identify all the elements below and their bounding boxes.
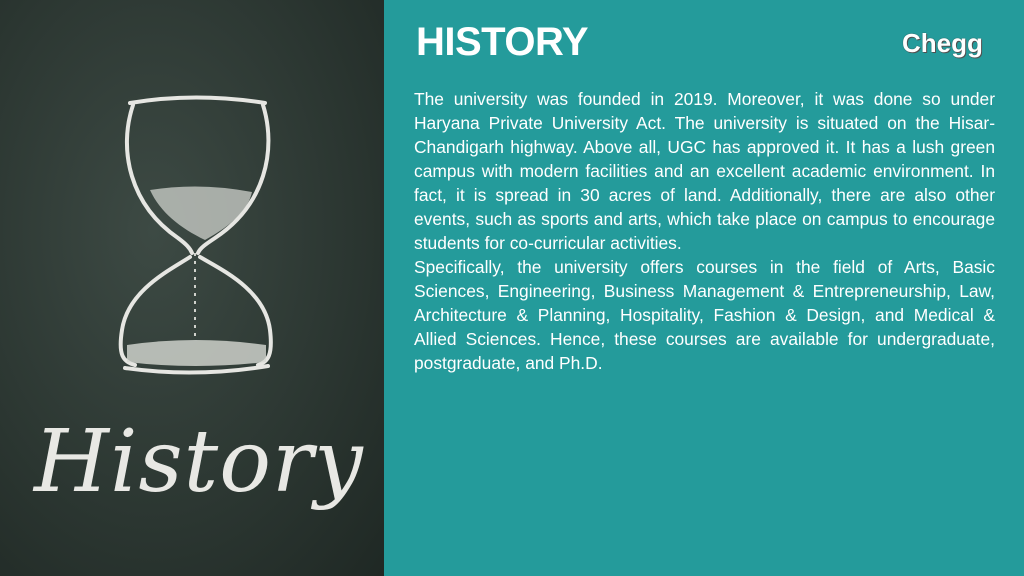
paragraph-courses: Specifically, the university offers courses in the field of Arts, Basic Sciences, Engineering, Business Management & Entrepreneurship, Law, Architecture & Planning, Hospitality, Fashion & Design, and Medical & Allied Sciences. Hence, these courses are available for undergraduate, postgraduate, and Ph.D. [414, 257, 995, 373]
lower-sand [127, 340, 266, 366]
upper-sand [150, 186, 252, 240]
chalkboard-image [0, 0, 384, 576]
content-panel [384, 0, 1024, 576]
paragraph-founding: The university was founded in 2019. Moreover, it was done so under Haryana Private University Act. The university is situated on the Hisar-Chandigarh highway. Above all, UGC has approved it. It has a lush green campus with modern facilities and an excellent academic environment. In fact, it is spread in 30 acres of land. Additionally, there are also other events, such as sports and arts, which take place on campus to encourage students for co-curricular activities. [414, 89, 995, 253]
body-text [414, 87, 995, 375]
chegg-logo: Chegg [902, 28, 983, 58]
chalk-history-word: History [34, 412, 364, 512]
page-title: HISTORY [416, 20, 589, 64]
